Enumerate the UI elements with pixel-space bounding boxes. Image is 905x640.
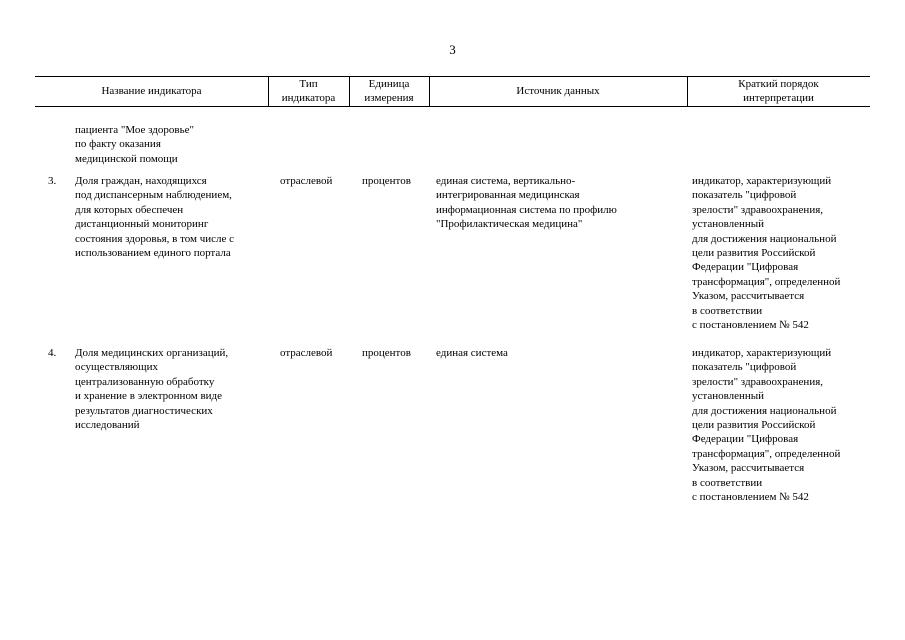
header-unit: Единица измерения — [364, 78, 414, 104]
row-interpretation: индикатор, характеризующий показатель "цифровой зрелости" здравоохранения, установленный для достижения национальной цели развития Российской Федерации "Цифровая трансформация", определенной Указом, рассчитывается в соответствии с постановлением № 542 — [692, 347, 841, 504]
row-data-source: единая система — [436, 347, 508, 359]
header-type: Тип индикатора — [281, 78, 336, 104]
header-name: Название индикатора — [101, 85, 202, 97]
row-unit: процентов — [362, 175, 411, 187]
header-source: Источник данных — [516, 85, 600, 97]
header-top-rule — [35, 76, 870, 77]
row-indicator-type: отраслевой — [280, 347, 333, 359]
row-indicator-type: отраслевой — [280, 175, 333, 187]
continuation-name: пациента "Мое здоровье" по факту оказания медицинской помощи — [75, 124, 194, 165]
row-number: 3. — [48, 175, 57, 187]
row-unit: процентов — [362, 347, 411, 359]
row-data-source: единая система, вертикально- интегрированная медицинская информационная система по профилю "Профилактическая медицина" — [436, 175, 617, 231]
row-indicator-name: Доля медицинских организаций, осуществляющих централизованную обработку и хранение в электронном виде результатов диагностических исследований — [75, 347, 229, 432]
page-number: 3 — [449, 42, 456, 57]
row-interpretation: индикатор, характеризующий показатель "цифровой зрелости" здравоохранения, установленный для достижения национальной цели развития Российской Федерации "Цифровая трансформация", определенной Указом, рассчитывается в соответствии с постановлением № 542 — [692, 175, 841, 332]
header-bottom-rule — [35, 106, 870, 107]
row-indicator-name: Доля граждан, находящихся под диспансерным наблюдением, для которых обеспечен дистанционный мониторинг состояния здоровья, в том числе с использованием единого портала — [75, 175, 235, 260]
row-number: 4. — [48, 347, 57, 359]
header-interpretation: Краткий порядок интерпретации — [738, 78, 819, 104]
